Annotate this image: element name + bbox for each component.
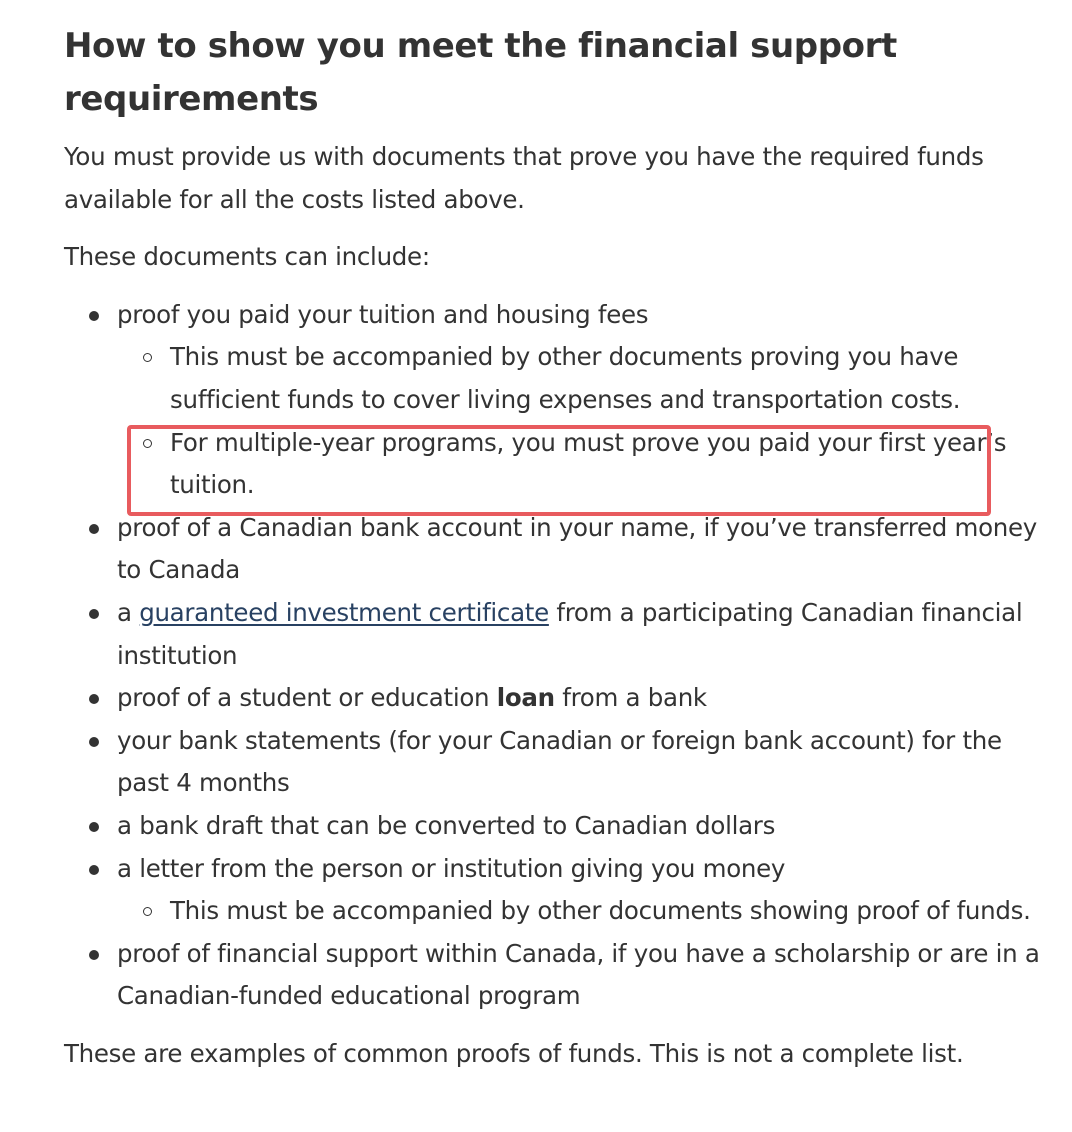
list-item-text: a letter from the person or institution giving you money bbox=[117, 853, 786, 883]
lead-paragraph: These documents can include: bbox=[64, 242, 430, 272]
list-item bbox=[64, 507, 1044, 592]
sub-list-item bbox=[117, 890, 1044, 933]
list-item bbox=[64, 677, 1044, 720]
sub-list-item-text: This must be accompanied by other documents proving you have sufficient funds to cover living expenses and transportation costs. bbox=[170, 342, 961, 414]
list-item-text: proof you paid your tuition and housing fees bbox=[117, 299, 649, 329]
list-item-text-suffix: from a participating Canadian financial institution bbox=[117, 597, 1023, 670]
sub-list bbox=[117, 890, 1044, 933]
list-item-text-suffix: from a bank bbox=[554, 683, 707, 713]
list-item-text-prefix: proof of a student or education bbox=[117, 683, 497, 713]
list-item-text: proof of a Canadian bank account in your name, if you’ve transferred money to Canada bbox=[117, 512, 1037, 585]
list-item-text: a bank draft that can be converted to Canadian dollars bbox=[117, 810, 776, 840]
circle-bullet-icon bbox=[143, 907, 152, 916]
bullet-icon bbox=[89, 311, 99, 321]
sub-list-item-text: This must be accompanied by other documents showing proof of funds. bbox=[170, 896, 1031, 926]
list-item bbox=[64, 720, 1044, 805]
list-item bbox=[64, 592, 1044, 677]
sub-list-item-text: For multiple-year programs, you must prove you paid your first year’s tuition. bbox=[170, 427, 1007, 500]
bullet-icon bbox=[89, 737, 99, 747]
page-title: How to show you meet the financial support requirements bbox=[64, 26, 897, 119]
circle-bullet-icon bbox=[143, 353, 152, 362]
gic-link[interactable]: guaranteed investment certificate bbox=[139, 597, 549, 627]
sub-list-item bbox=[117, 336, 1044, 421]
bullet-icon bbox=[89, 524, 99, 534]
documents-list bbox=[64, 294, 1044, 1018]
list-item bbox=[64, 848, 1044, 933]
circle-bullet-icon bbox=[143, 439, 152, 448]
list-item bbox=[64, 294, 1044, 507]
main-content bbox=[64, 20, 1044, 1090]
list-item bbox=[64, 933, 1044, 1018]
sub-list-item bbox=[117, 422, 1044, 507]
bullet-icon bbox=[89, 609, 99, 619]
list-item-text-prefix: a bbox=[117, 597, 140, 627]
bullet-icon bbox=[89, 694, 99, 704]
bullet-icon bbox=[89, 865, 99, 875]
list-item-text: your bank statements (for your Canadian or foreign bank account) for the past 4 months bbox=[117, 725, 1002, 798]
intro-paragraph: You must provide us with documents that prove you have the required funds available for all the costs listed above. bbox=[64, 142, 984, 214]
footer-paragraph: These are examples of common proofs of funds. This is not a complete list. bbox=[64, 1038, 964, 1068]
bullet-icon bbox=[89, 822, 99, 832]
loan-emphasis: loan bbox=[496, 683, 555, 713]
sub-list bbox=[117, 336, 1044, 506]
list-item-text: proof of financial support within Canada, if you have a scholarship or are in a Canadian-funded educational program bbox=[117, 938, 1040, 1011]
bullet-icon bbox=[89, 950, 99, 960]
list-item bbox=[64, 805, 1044, 848]
